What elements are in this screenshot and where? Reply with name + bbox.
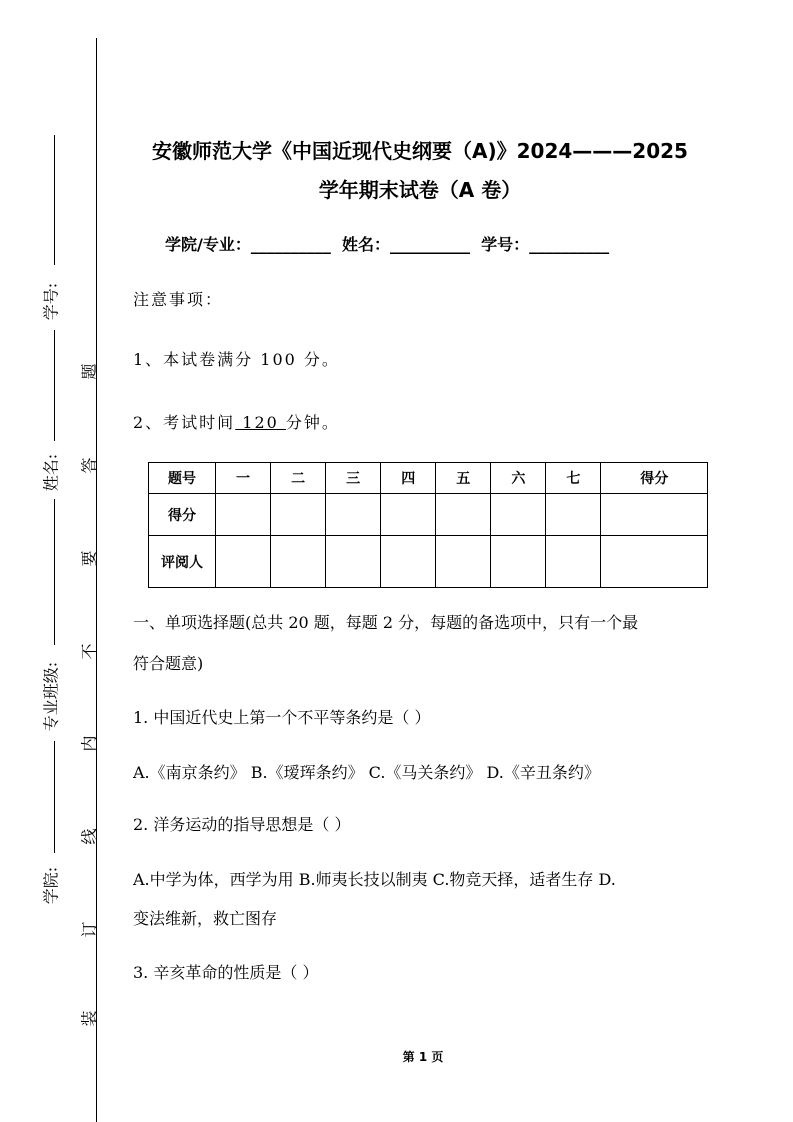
college-blank-line <box>54 741 55 853</box>
row-label: 得分 <box>149 494 216 536</box>
margin-char: 要 <box>79 550 99 567</box>
question-1-stem: 1. 中国近代史上第一个不平等条约是（ ） <box>133 708 431 727</box>
score-cell[interactable] <box>546 494 601 536</box>
header-cell: 得分 <box>601 463 708 494</box>
name-label: 姓名： <box>342 235 391 254</box>
note-1: 1、本试卷满分 100 分。 <box>133 350 340 369</box>
section-1-heading-cont: 符合题意) <box>133 654 204 673</box>
table-row <box>149 494 708 536</box>
header-cell: 一 <box>216 463 271 494</box>
class-blank-line <box>54 499 55 645</box>
name-blank[interactable]: __________ <box>390 235 471 254</box>
header-cell: 五 <box>436 463 491 494</box>
title-line-2: 学年期末试卷（A 卷） <box>318 178 522 202</box>
question-2-options: A.中学为体，西学为用 B.师夷长技以制夷 C.物竞天择，适者生存 D. <box>133 870 616 889</box>
margin-char: 内 <box>79 735 99 752</box>
notes-heading: 注意事项： <box>133 290 224 309</box>
header-cell: 七 <box>546 463 601 494</box>
grader-cell[interactable] <box>271 536 326 588</box>
score-cell[interactable] <box>326 494 381 536</box>
score-cell[interactable] <box>271 494 326 536</box>
section-1-heading: 一、单项选择题(总共 20 题，每题 2 分，每题的备选项中，只有一个最 <box>133 613 639 632</box>
header-cell: 二 <box>271 463 326 494</box>
score-cell[interactable] <box>601 494 708 536</box>
title-line-1: 安徽师范大学《中国近现代史纲要（A)》2024———2025 <box>152 139 688 163</box>
grader-cell[interactable] <box>326 536 381 588</box>
id-label: 学号： <box>481 235 530 254</box>
header-cell: 四 <box>381 463 436 494</box>
margin-char: 装 <box>79 1010 99 1027</box>
student-info-line <box>165 232 609 255</box>
college-label: 学院/专业： <box>165 235 251 254</box>
score-cell[interactable] <box>436 494 491 536</box>
college-blank[interactable]: __________ <box>250 235 331 254</box>
margin-char: 答 <box>79 457 99 474</box>
question-3-stem: 3. 辛亥革命的性质是（ ） <box>133 963 319 982</box>
header-cell: 题号 <box>149 463 216 494</box>
note-2-suffix: 分钟。 <box>285 413 340 432</box>
margin-char: 不 <box>79 643 99 660</box>
margin-char: 订 <box>79 921 99 938</box>
table-row <box>149 536 708 588</box>
header-cell: 六 <box>491 463 546 494</box>
score-cell[interactable] <box>491 494 546 536</box>
grader-cell[interactable] <box>216 536 271 588</box>
question-2-stem: 2. 洋务运动的指导思想是（ ） <box>133 815 351 834</box>
score-cell[interactable] <box>216 494 271 536</box>
margin-class-label: 专业班级: <box>41 661 61 732</box>
score-table <box>148 462 708 588</box>
note-2 <box>133 410 340 433</box>
id-blank[interactable]: __________ <box>529 235 610 254</box>
row-label: 评阅人 <box>149 536 216 588</box>
margin-name-label: 姓名: <box>41 453 61 492</box>
question-2-options-cont: 变法维新，救亡图存 <box>133 909 278 928</box>
header-cell: 三 <box>326 463 381 494</box>
table-header-row <box>149 463 708 494</box>
page-number: 第 1 页 <box>402 1050 444 1064</box>
name-blank-line <box>54 330 55 441</box>
grader-cell[interactable] <box>601 536 708 588</box>
grader-cell[interactable] <box>436 536 491 588</box>
grader-cell[interactable] <box>546 536 601 588</box>
score-cell[interactable] <box>381 494 436 536</box>
grader-cell[interactable] <box>491 536 546 588</box>
margin-char: 题 <box>79 363 99 380</box>
margin-id-label: 学号: <box>41 282 61 321</box>
margin-char: 线 <box>79 828 99 845</box>
note-2-prefix: 2、考试时间 <box>133 413 236 432</box>
margin-college-label: 学院: <box>41 866 61 905</box>
exam-duration: 120 <box>235 413 286 432</box>
grader-cell[interactable] <box>381 536 436 588</box>
question-1-options: A.《南京条约》 B.《瑷珲条约》 C.《马关条约》 D.《辛丑条约》 <box>133 763 600 782</box>
